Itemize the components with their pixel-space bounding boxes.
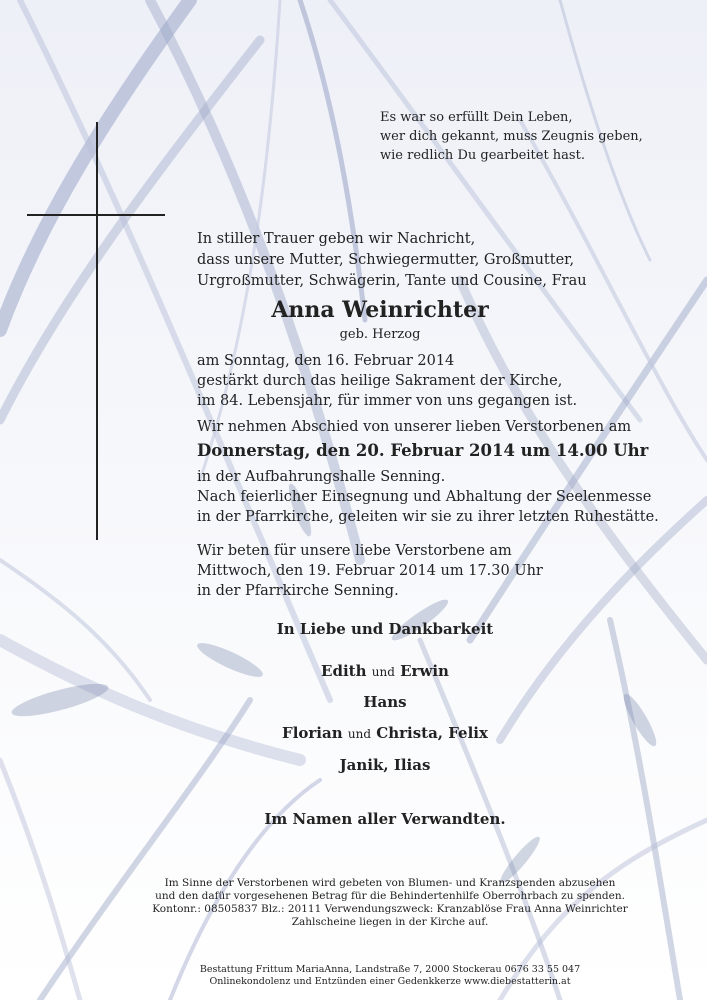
poem-line: Es war so erfüllt Dein Leben, [380,110,573,125]
donation-line: und den dafür vorgesehenen Betrag für die Behindertenhilfe Oberrohrbach zu spenden. [155,890,625,902]
intro-line: dass unsere Mutter, Schwiegermutter, Großmutter, [197,252,575,268]
death-info-line: gestärkt durch das heilige Sakrament der Kirche, [197,373,563,389]
footer-line: Bestattung Frittum MariaAnna, Landstraße 7, 2000 Stockerau 0676 33 55 047 [199,964,581,975]
footer-line: Onlinekondolenz und Entzünden einer Gedenkkerze www.diebestatterin.at [209,976,571,987]
funeral-date: Donnerstag, den 20. Februar 2014 um 14.00 Uhr [197,441,649,460]
family-name: Florian [282,724,343,742]
intro-line: In stiller Trauer geben wir Nachricht, [197,231,476,247]
donation-line: Zahlscheine liegen in der Kirche auf. [291,916,489,928]
family-name: Christa, Felix [376,724,488,742]
footer [0,964,707,988]
family-line-1 [0,662,707,680]
maiden-name: geb. Herzog [339,327,421,342]
donation-note [0,877,707,929]
prayer-info [197,541,543,601]
family-and: und [371,665,395,679]
funeral-info-line: in der Pfarrkirche, geleiten wir sie zu ihrer letzten Ruhestätte. [197,509,659,525]
donation-line: Kontonr.: 08505837 Blz.: 20111 Verwendungszweck: Kranzablöse Frau Anna Weinrichter [152,903,628,915]
funeral-info-line: Nach feierlicher Einsegnung und Abhaltung der Seelenmesse [197,489,652,505]
deceased-name: Anna Weinrichter [271,297,489,323]
family-line-3 [0,724,707,742]
death-info-line: am Sonntag, den 16. Februar 2014 [197,353,455,369]
poem [380,108,643,165]
prayer-info-line: in der Pfarrkirche Senning. [197,583,399,599]
funeral-info [197,467,659,527]
family-name: Erwin [400,662,449,680]
cross-icon-bar [27,214,165,216]
funeral-info-line: in der Aufbahrungshalle Senning. [197,469,446,485]
prayer-info-line: Wir beten für unsere liebe Verstorbene am [197,543,512,559]
family-name: Edith [321,662,367,680]
farewell-intro: Wir nehmen Abschied von unserer lieben Verstorbenen am [197,419,632,435]
prayer-info-line: Mittwoch, den 19. Februar 2014 um 17.30 Uhr [197,563,543,579]
family-line-4: Janik, Ilias [339,756,431,774]
intro-text [197,229,587,292]
intro-line: Urgroßmutter, Schwägerin, Tante und Cousine, Frau [197,273,587,289]
death-info-line: im 84. Lebensjahr, für immer von uns gegangen ist. [197,393,578,409]
poem-line: wer dich gekannt, muss Zeugnis geben, [380,129,643,144]
family-line-2: Hans [363,693,407,711]
donation-line: Im Sinne der Verstorbenen wird gebeten von Blumen- und Kranzspenden abzusehen [164,877,616,889]
relatives-text: Im Namen aller Verwandten. [264,810,506,828]
closing-text: In Liebe und Dankbarkeit [276,620,494,638]
death-info [197,351,577,411]
family-and: und [347,727,372,741]
poem-line: wie redlich Du gearbeitet hast. [380,148,585,163]
